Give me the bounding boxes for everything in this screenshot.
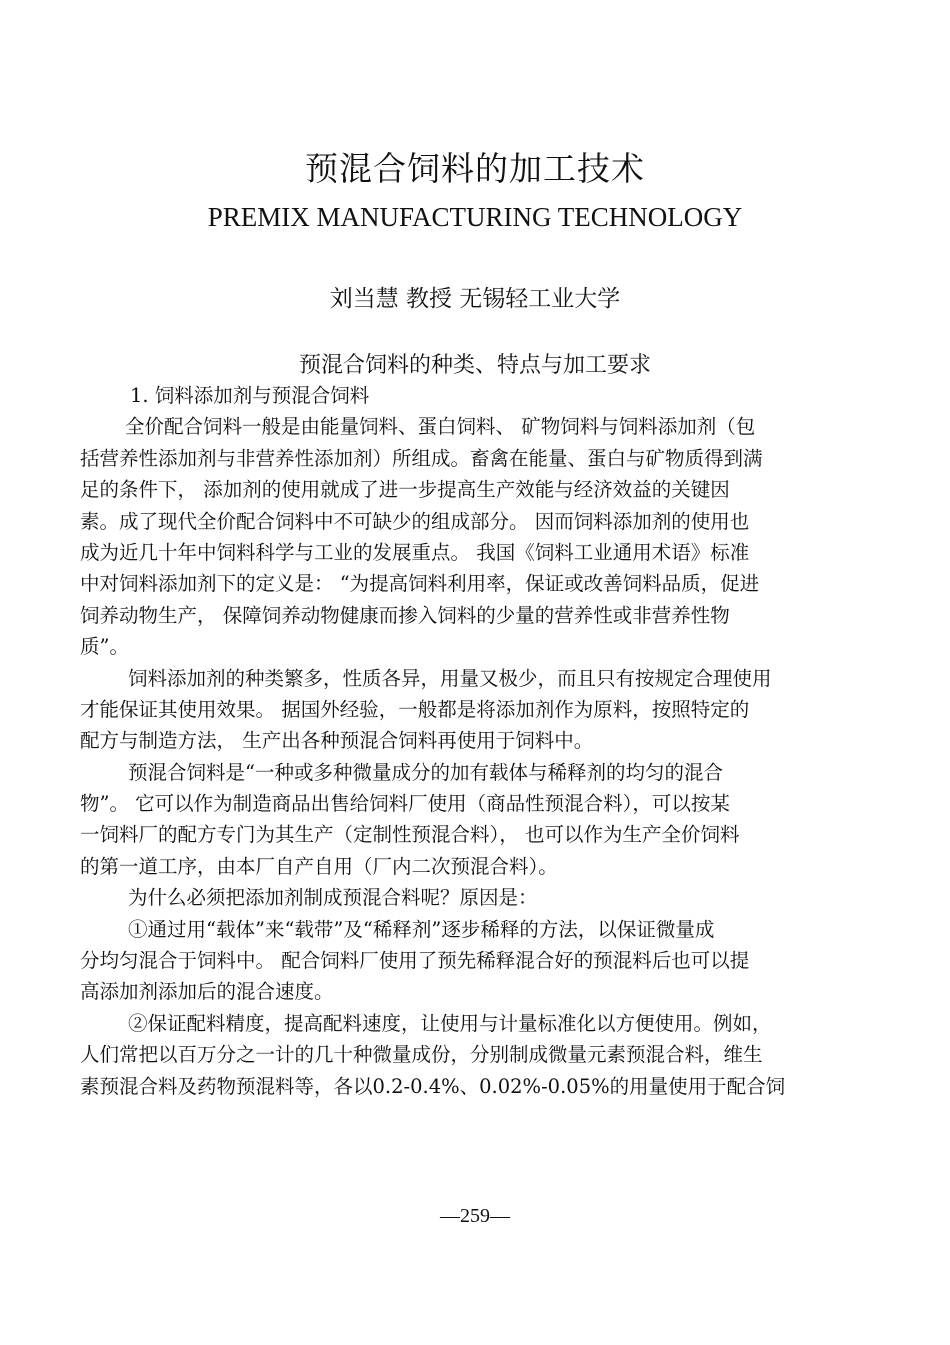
document-body <box>80 380 870 1102</box>
paragraph-3 <box>80 757 870 883</box>
paragraph-5 <box>80 914 870 1008</box>
text-line: 才能保证其使用效果。 据国外经验，一般都是将添加剂作为原料，按照特定的 <box>80 697 750 721</box>
text-line: 括营养性添加剂与非营养性添加剂）所组成。畜禽在能量、蛋白与矿物质得到满 <box>80 446 763 470</box>
text-line: 物”。 它可以作为制造商品出售给饲料厂使用（商品性预混合料），可以按某 <box>80 792 730 816</box>
text-line: 饲养动物生产， 保障饲养动物健康而掺入饲料的少量的营养性或非营养性物 <box>80 603 730 627</box>
text-line: 高添加剂添加后的混合速度。 <box>80 980 334 1004</box>
text-line: 素。成了现代全价配合饲料中不可缺少的组成部分。 因而饲料添加剂的使用也 <box>80 509 750 533</box>
text-line: 足的条件下， 添加剂的使用就成了进一步提高生产效能与经济效益的关键因 <box>80 478 730 502</box>
text-line: 人们常把以百万分之一计的几十种微量成份，分别制成微量元素预混合料，维生 <box>80 1043 763 1067</box>
author-line: 刘当慧 教授 无锡轻工业大学 <box>329 286 621 312</box>
subsection-heading: 1. 饲料添加剂与预混合饲料 <box>130 384 370 407</box>
text-line: ①通过用“载体”来“载带”及“稀释剂”逐步稀释的方法，以保证微量成 <box>128 917 715 941</box>
paragraph-6 <box>80 1008 870 1102</box>
text-line: 预混合饲料是“一种或多种微量成分的加有载体与稀释剂的均匀的混合 <box>128 760 723 784</box>
text-line: 中对饲料添加剂下的定义是： “为提高饲料利用率，保证或改善饲料品质，促进 <box>80 572 760 596</box>
paragraph-4 <box>80 882 870 913</box>
paragraph-1 <box>80 411 870 662</box>
text-line: 的第一道工序，由本厂自产自用（厂内二次预混合料）。 <box>80 854 558 878</box>
text-line: 质”。 <box>80 635 129 659</box>
page-title: 预混合饲料的加工技术 <box>305 149 645 188</box>
text-line: 一饲料厂的配方专门为其生产（定制性预混合料）， 也可以作为生产全价饲料 <box>80 823 740 847</box>
english-title: PREMIX MANUFACTURING TECHNOLOGY <box>207 202 743 232</box>
text-line: 全价配合饲料一般是由能量饲料、蛋白饲料、 矿物饲料与饲料添加剂（包 <box>125 415 756 439</box>
text-line: 配方与制造方法， 生产出各种预混合饲料再使用于饲料中。 <box>80 729 594 753</box>
page-number: —259— <box>440 1205 510 1227</box>
section-title: 预混合饲料的种类、特点与加工要求 <box>298 353 651 378</box>
paragraph-2 <box>80 663 870 757</box>
text-line: 为什么必须把添加剂制成预混合料呢？原因是： <box>128 886 538 910</box>
text-line: 成为近几十年中饲料科学与工业的发展重点。 我国《饲料工业通用术语》标准 <box>80 540 750 564</box>
text-line: 素预混合料及药物预混料等，各以0.2-0.4%、0.02%-0.05%的用量使用于配合饲 <box>80 1074 786 1098</box>
text-line: 分均匀混合于饲料中。 配合饲料厂使用了预先稀释混合好的预混料后也可以提 <box>80 949 750 973</box>
text-line: 饲料添加剂的种类繁多，性质各异，用量又极少，而且只有按规定合理使用 <box>128 666 772 690</box>
text-line: ②保证配料精度，提高配料速度，让使用与计量标准化以方便使用。例如， <box>128 1011 772 1035</box>
